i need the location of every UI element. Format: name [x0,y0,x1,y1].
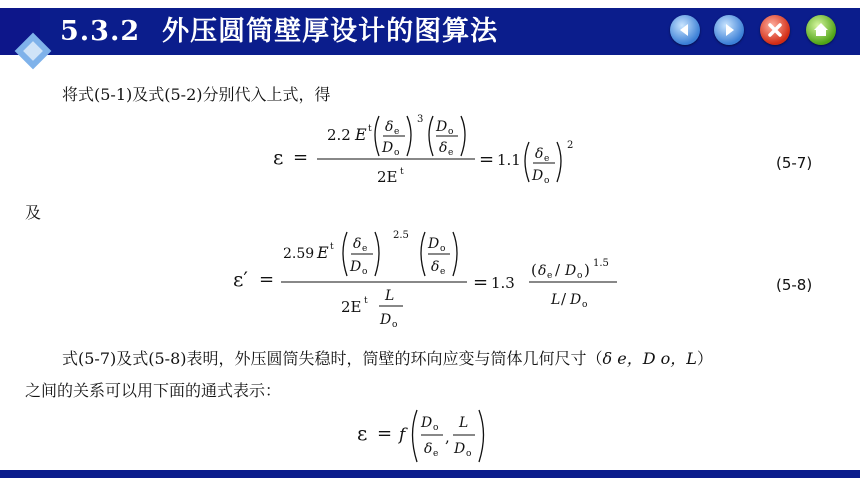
paragraph-line-1 [62,346,713,369]
home-button[interactable] [806,15,836,45]
eq1-coef: 2.2 [327,126,351,144]
eq2-lhs: ε′ [233,267,248,291]
eq2-coef: 2.59 [283,246,315,262]
svg-text:e: e [362,244,368,254]
svg-text:δ: δ [431,259,440,275]
svg-text:t: t [330,242,334,252]
header-bar [0,0,860,64]
eq2-exp2: 1.5 [593,258,609,269]
svg-text:D: D [428,236,440,252]
intro-text: 将式(5-1)及式(5-2)分别代入上式，得 [62,85,331,104]
svg-text:D: D [421,415,433,431]
equation-general [355,406,515,468]
svg-text:D: D [350,259,362,275]
svg-text:o: o [392,320,398,330]
svg-text:L: L [385,288,395,304]
svg-text:=: = [473,272,489,293]
slide-title [60,10,498,54]
footer-bar [0,470,860,478]
paragraph-text: 式(5-7)及式(5-8)表明，外压圆筒失稳时，筒壁的环向应变与筒体几何尺寸（ [62,349,603,368]
svg-text:D: D [565,263,577,279]
connector-text: 及 [25,203,42,222]
svg-text:D: D [436,119,448,135]
svg-text:t: t [364,296,368,306]
next-button[interactable] [714,15,744,45]
section-number: 5.3.2 [60,16,141,47]
svg-text:t: t [368,124,372,134]
svg-text:D: D [380,312,392,328]
svg-text:D: D [454,441,466,457]
equation-number-5-8: (5-8) [776,276,813,294]
eq3-lhs: ε [357,421,368,445]
svg-text:o: o [440,244,446,254]
svg-text:=: = [377,423,393,444]
svg-text:e: e [433,449,439,459]
svg-text:δ: δ [538,263,547,279]
svg-text:e: e [440,267,446,277]
arrow-right-icon [714,15,744,45]
eq1-coef2: 1.1 [497,151,521,169]
svg-text:=: = [293,147,309,168]
svg-text:/: / [561,290,567,308]
eq1-denom: 2E [377,168,398,186]
eq2-denom: 2E [341,298,362,316]
section-title: 外压圆筒壁厚设计的图算法 [162,16,499,47]
eq2-coef2: 1.3 [491,274,515,292]
svg-text:,: , [445,428,450,446]
svg-text:): ) [584,261,590,279]
paragraph-close-paren: ） [696,349,713,368]
equation-5-8 [225,224,645,336]
paragraph-variables: δ e，D o，L [602,349,697,368]
svg-text:δ: δ [385,119,394,135]
svg-text:L: L [551,292,561,308]
svg-text:/: / [555,261,561,279]
svg-text:o: o [544,176,550,186]
svg-text:D: D [570,292,582,308]
svg-text:E: E [317,243,329,262]
svg-text:L: L [459,415,469,431]
svg-text:δ: δ [353,236,362,252]
eq1-lhs: ε [273,145,284,169]
eq2-exp1: 2.5 [393,230,409,241]
svg-text:o: o [582,300,588,310]
eq1-exp1: 3 [417,114,424,125]
close-icon [760,15,790,45]
svg-text:(: ( [531,261,537,279]
equation-5-7 [255,112,615,198]
svg-text:δ: δ [439,140,448,156]
svg-text:o: o [577,271,583,281]
equation-number-5-7: (5-7) [776,154,813,172]
home-icon [806,15,836,45]
svg-text:e: e [394,127,400,137]
svg-text:δ: δ [535,146,544,162]
svg-text:δ: δ [424,441,433,457]
svg-text:D: D [532,168,544,184]
close-button[interactable] [760,15,790,45]
eq3-func: f [399,425,406,445]
svg-text:o: o [433,423,439,433]
eq1-exp2: 2 [567,140,574,151]
svg-text:o: o [466,449,472,459]
svg-text:e: e [547,271,553,281]
svg-text:=: = [259,269,275,290]
svg-text:e: e [544,154,550,164]
svg-text:o: o [362,267,368,277]
svg-text:e: e [448,148,454,158]
svg-text:E: E [355,125,367,144]
svg-text:D: D [382,140,394,156]
svg-text:o: o [394,148,400,158]
svg-text:t: t [400,167,404,177]
arrow-left-icon [670,15,700,45]
svg-text:=: = [479,149,495,170]
previous-button[interactable] [670,15,700,45]
svg-text:o: o [448,127,454,137]
paragraph-line-2: 之间的关系可以用下面的通式表示： [25,381,282,400]
